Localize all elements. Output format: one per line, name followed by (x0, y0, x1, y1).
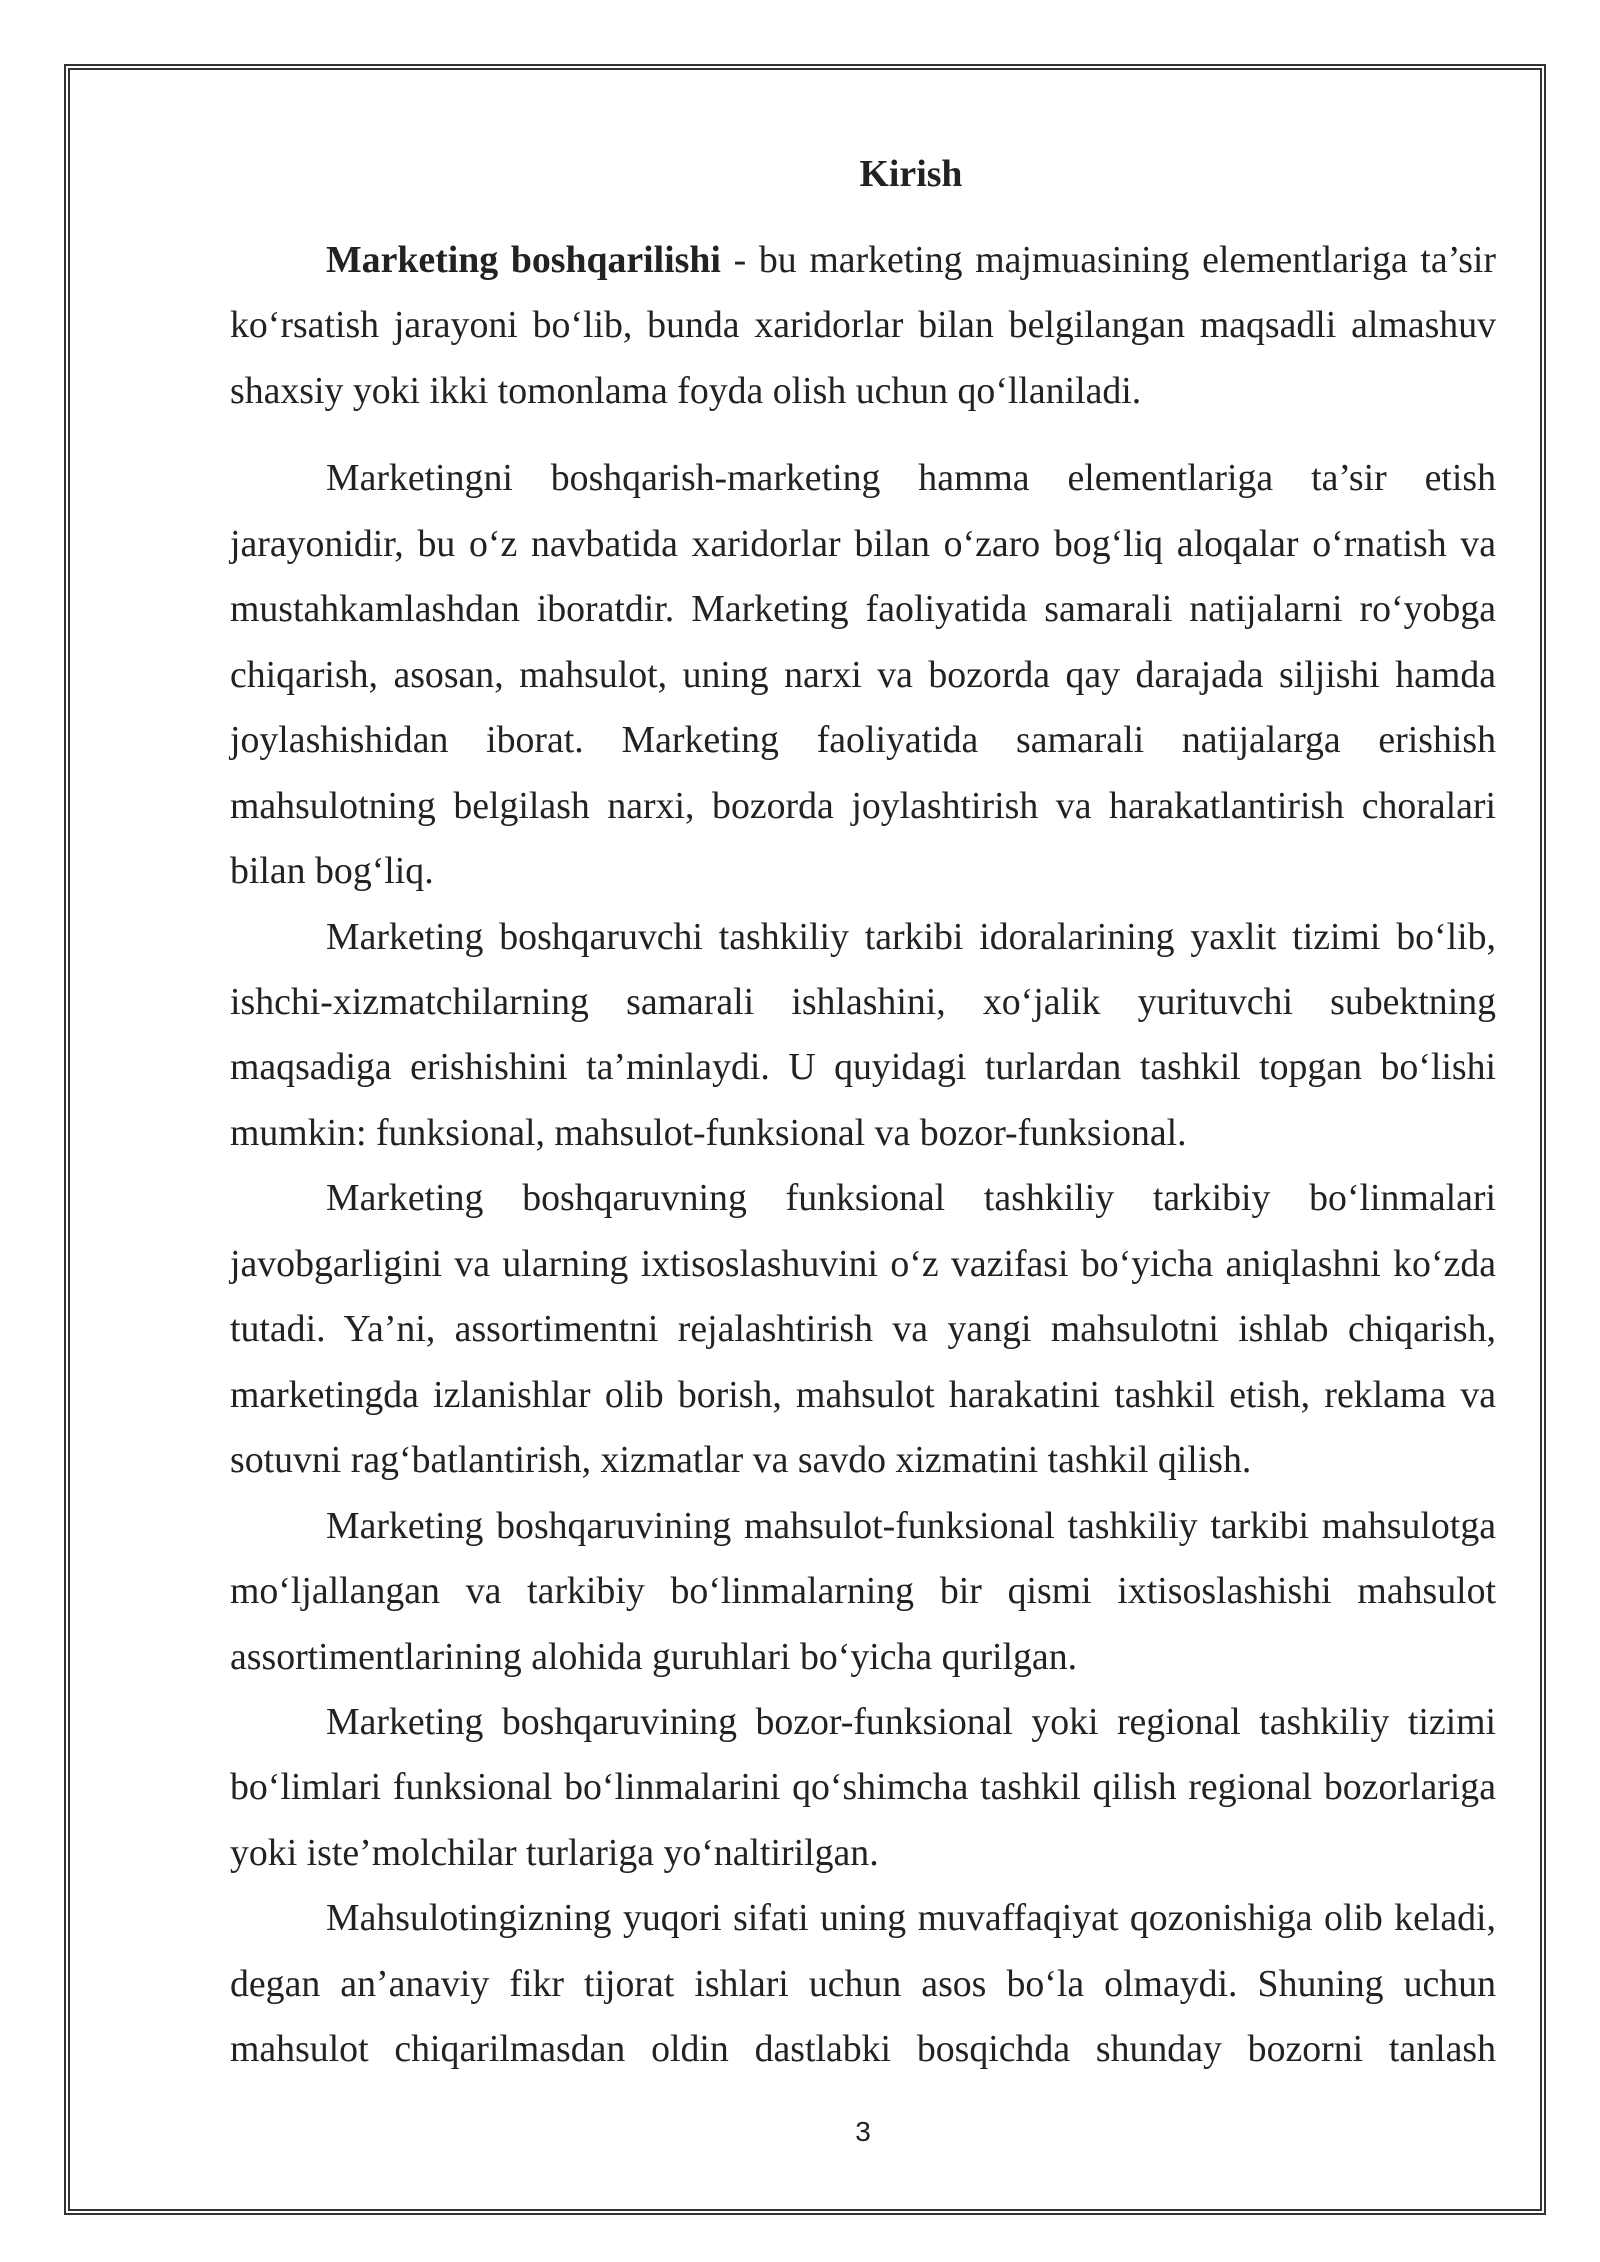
text-line: mahsulot chiqarilmasdan oldin dastlabki bosqichda shunday bozorni tanlash (230, 2028, 1496, 2071)
text-line-rest: - bu marketing majmuasining elementlariga ta’sir (720, 239, 1497, 281)
text-line: Mahsulotingizning yuqori sifati uning muvaffaqiyat qozonishiga olib keladi, (326, 1897, 1496, 1940)
section-heading: Kirish (859, 153, 963, 195)
text-line: Marketing boshqaruvning funksional tashkiliy tarkibiy bo‘linmalari (326, 1177, 1496, 1220)
text-line: jarayonidir, bu o‘z navbatida xaridorlar bilan o‘zaro bog‘liq aloqalar o‘rnatish va (230, 522, 1496, 565)
text-line (230, 228, 1496, 293)
paragraph (230, 1494, 1496, 1690)
text-line: sotuvni rag‘batlantirish, xizmatlar va savdo xizmatini tashkil qilish. (230, 1439, 1252, 1482)
paragraph (230, 446, 1496, 904)
text-line: ishchi-xizmatchilarning samarali ishlashini, xo‘jalik yurituvchi subektning (230, 980, 1496, 1023)
text-line: shaxsiy yoki ikki tomonlama foyda olish uchun qo‘llaniladi. (230, 369, 1142, 412)
text-line: javobgarligini va ularning ixtisoslashuvini o‘z vazifasi bo‘yicha aniqlashni ko‘zda (230, 1242, 1496, 1285)
bold-term: Marketing boshqarilishi (326, 239, 721, 281)
text-line: ko‘rsatish jarayoni bo‘lib, bunda xaridorlar bilan belgilangan maqsadli almashuv (230, 304, 1496, 347)
text-line: marketingda izlanishlar olib borish, mahsulot harakatini tashkil etish, reklama va (230, 1373, 1496, 1416)
text-line: chiqarish, asosan, mahsulot, uning narxi va bozorda qay darajada siljishi hamda (230, 653, 1496, 696)
paragraph (230, 1166, 1496, 1493)
text-line: bo‘limlari funksional bo‘linmalarini qo‘shimcha tashkil qilish regional bozorlariga (230, 1766, 1496, 1809)
text-line: maqsadiga erishishini ta’minlaydi. U quyidagi turlardan tashkil topgan bo‘lishi (230, 1046, 1496, 1089)
paragraph (230, 228, 1496, 424)
text-line: yoki iste’molchilar turlariga yo‘naltirilgan. (230, 1831, 879, 1874)
text-line: Marketingni boshqarish-marketing hamma elementlariga ta’sir etish (326, 457, 1496, 500)
text-line: tutadi. Ya’ni, assortimentni rejalashtirish va yangi mahsulotni ishlab chiqarish, (230, 1308, 1496, 1351)
text-line: mo‘ljallangan va tarkibiy bo‘linmalarning bir qismi ixtisoslashishi mahsulot (230, 1570, 1496, 1613)
text-line: Marketing boshqaruvchi tashkiliy tarkibi idoralarining yaxlit tizimi bo‘lib, (326, 915, 1496, 958)
text-line: Marketing boshqaruvining bozor-funksional yoki regional tashkiliy tizimi (326, 1700, 1496, 1743)
text-line: Marketing boshqaruvining mahsulot-funksional tashkiliy tarkibi mahsulotga (326, 1504, 1496, 1547)
text-line: mumkin: funksional, mahsulot-funksional va bozor-funksional. (230, 1111, 1187, 1154)
paragraph (230, 905, 1496, 1167)
text-line: joylashishidan iborat. Marketing faoliyatida samarali natijalarga erishish (230, 719, 1496, 762)
paragraph (230, 1886, 1496, 2082)
text-line: assortimentlarining alohida guruhlari bo‘yicha qurilgan. (230, 1635, 1078, 1678)
document-body (230, 228, 1496, 2083)
text-line: mahsulotning belgilash narxi, bozorda joylashtirish va harakatlantirish choralari (230, 784, 1496, 827)
text-line: mustahkamlashdan iboratdir. Marketing faoliyatida samarali natijalarni ro‘yobga (230, 588, 1496, 631)
text-line: bilan bog‘liq. (230, 850, 434, 893)
paragraph (230, 1690, 1496, 1886)
page-number: 3 (855, 2116, 871, 2147)
text-line: degan an’anaviy fikr tijorat ishlari uchun asos bo‘la olmaydi. Shuning uchun (230, 1962, 1496, 2005)
